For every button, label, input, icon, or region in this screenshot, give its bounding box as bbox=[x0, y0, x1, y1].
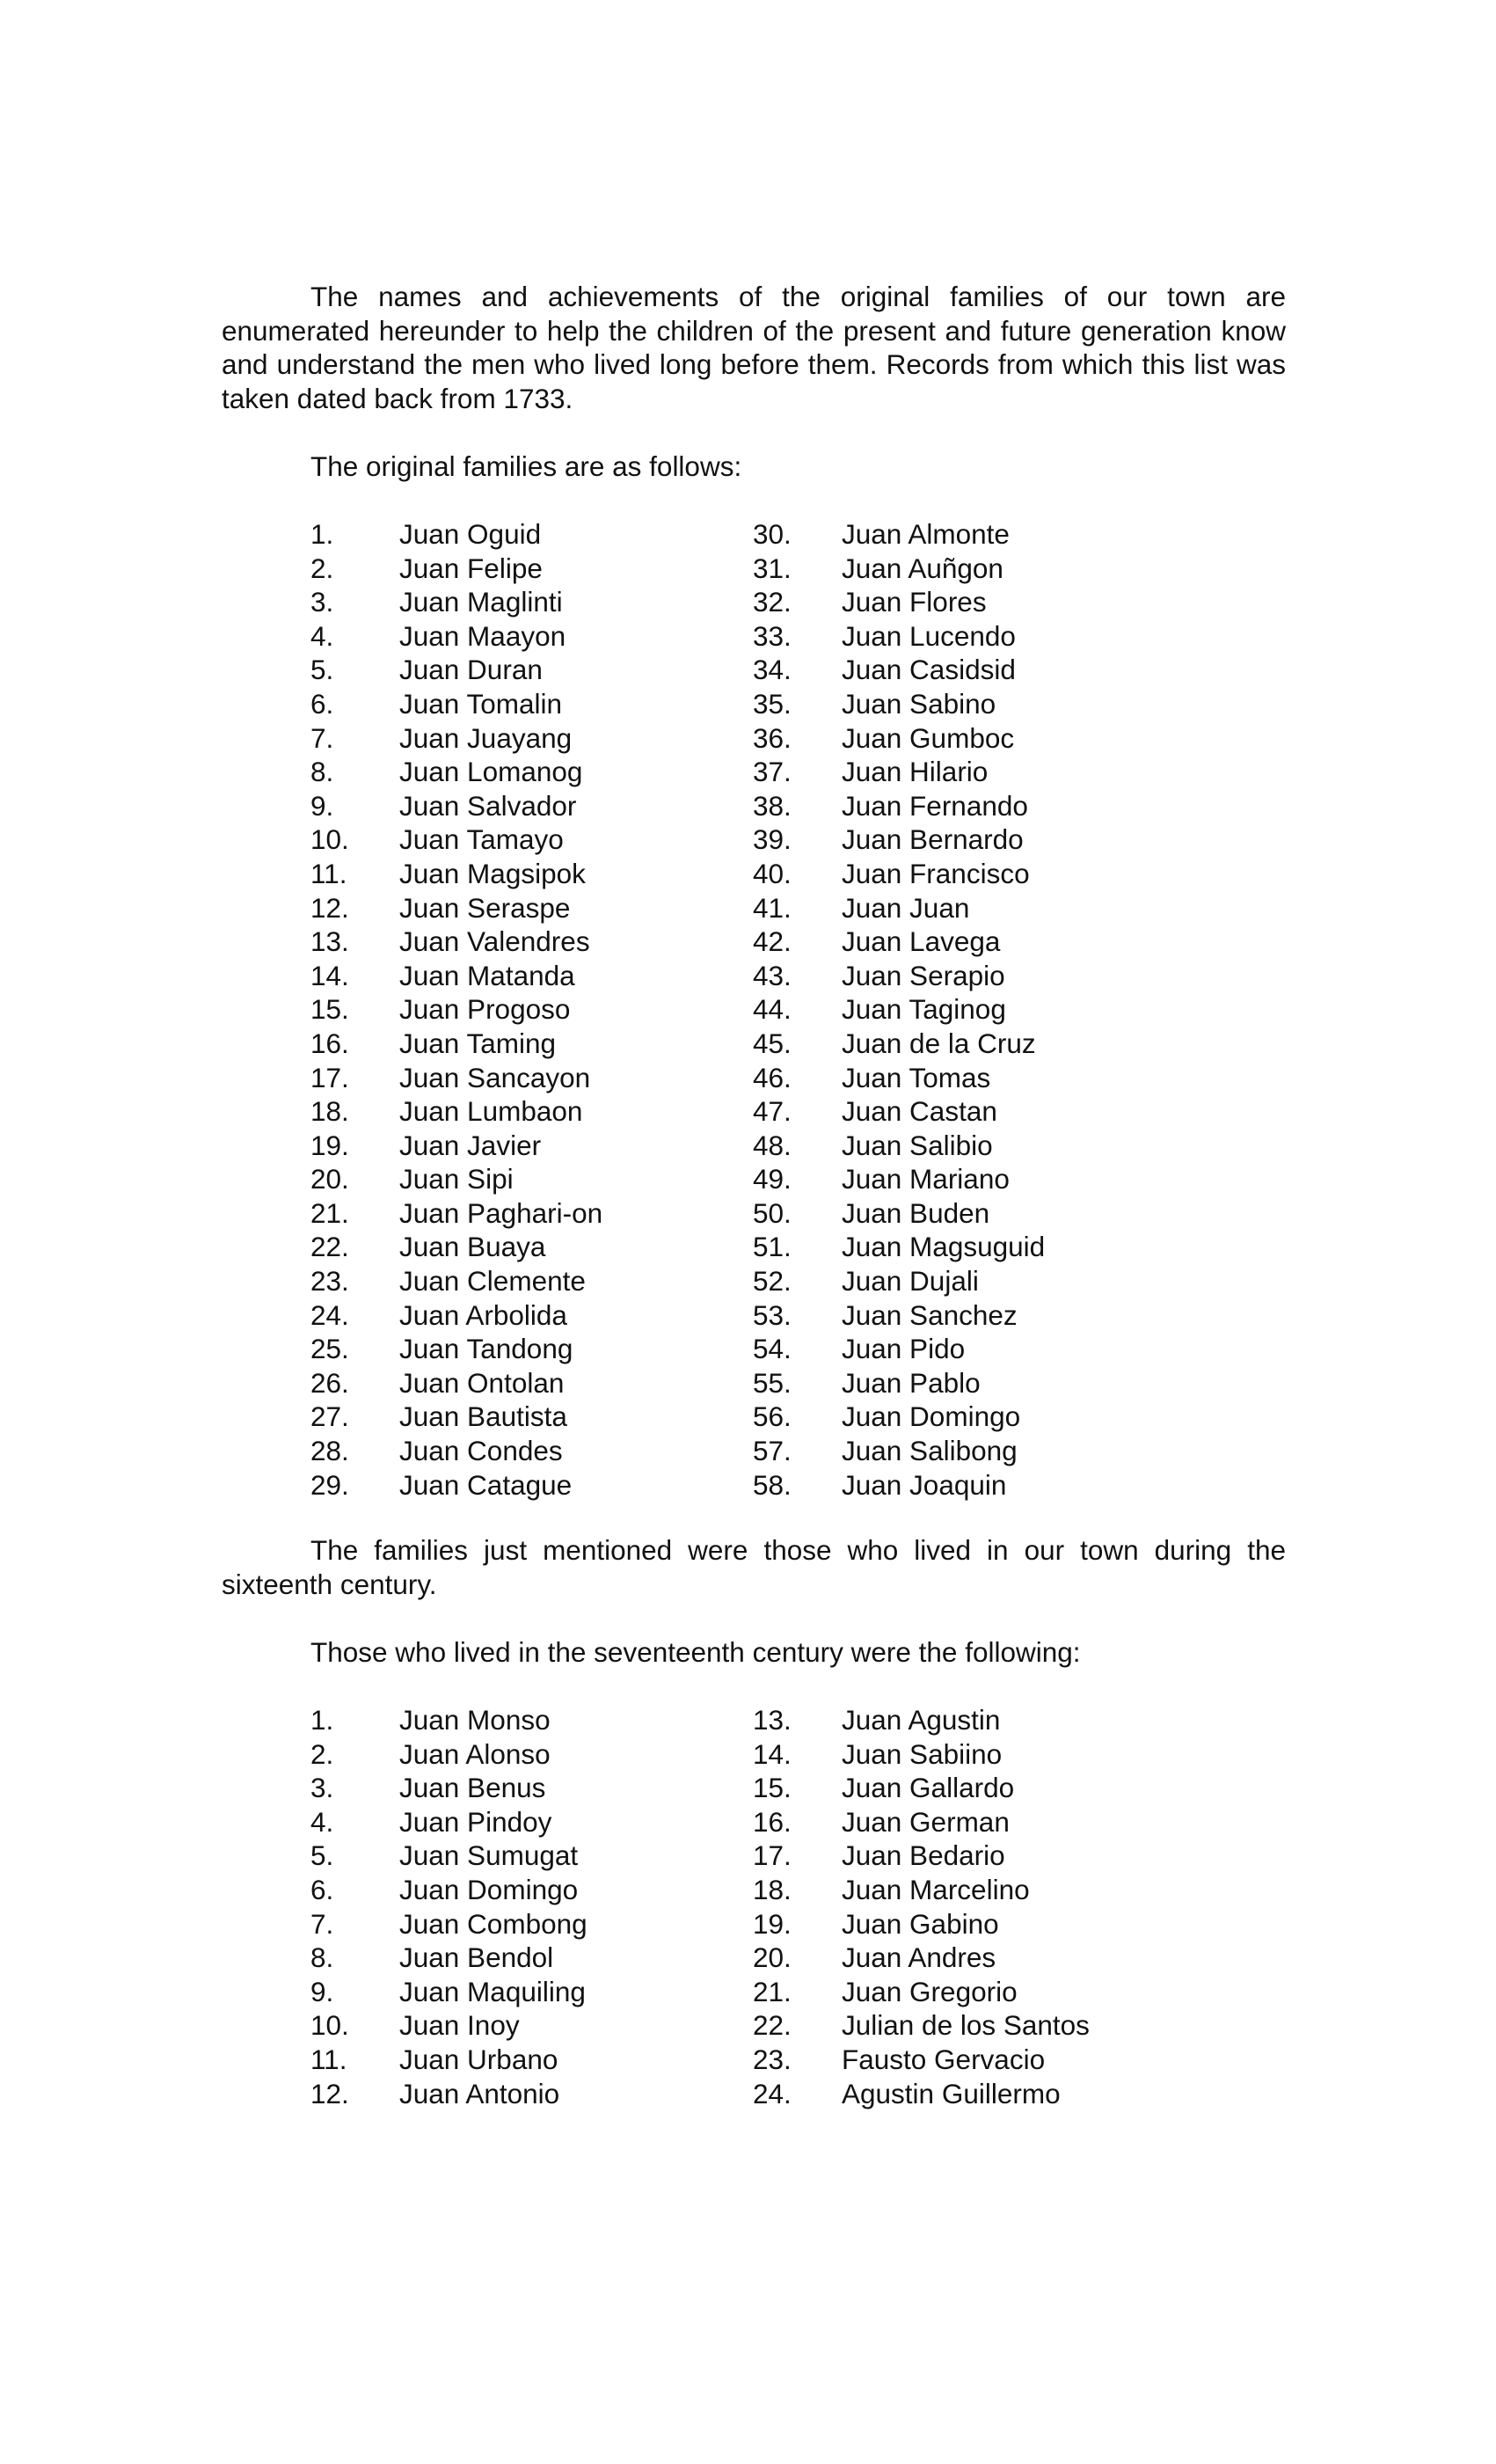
list-row bbox=[0, 1907, 1496, 1941]
list-item-number: 31. bbox=[753, 552, 792, 584]
list-row bbox=[0, 1298, 1496, 1333]
list-item-number: 58. bbox=[753, 1468, 792, 1501]
list-item-number: 48. bbox=[753, 1129, 792, 1161]
list-row bbox=[0, 687, 1496, 721]
list-item-name: Juan Progoso bbox=[399, 993, 571, 1026]
list-row bbox=[0, 1941, 1496, 1975]
list-item-name: Juan Gumboc bbox=[842, 721, 1015, 754]
list-item-number: 33. bbox=[753, 619, 792, 652]
list-item-name: Julian de los Santos bbox=[842, 2009, 1090, 2042]
sixteenth-century-paragraph: The families just mentioned were those who lived in our town during the sixteenth century. bbox=[222, 1534, 1286, 1600]
list-item-name: Juan Lucendo bbox=[842, 619, 1016, 652]
list-item-number: 2. bbox=[310, 552, 334, 584]
list-item-name: Juan Fernando bbox=[842, 789, 1028, 822]
list-item-name: Juan Bendol bbox=[399, 1941, 554, 1974]
list-item-number: 16. bbox=[310, 1027, 349, 1059]
list-item-number: 24. bbox=[753, 2077, 792, 2109]
list-item-name: Agustin Guillermo bbox=[842, 2077, 1061, 2109]
list-item-number: 53. bbox=[753, 1298, 792, 1331]
list-item-name: Juan Juayang bbox=[399, 721, 573, 754]
list-item-number: 19. bbox=[310, 1129, 349, 1161]
list-item-number: 16. bbox=[753, 1805, 792, 1838]
list-row bbox=[0, 517, 1496, 552]
list-row bbox=[0, 1366, 1496, 1400]
list-row bbox=[0, 1400, 1496, 1434]
list-row bbox=[0, 1839, 1496, 1873]
list-item-number: 51. bbox=[753, 1231, 792, 1263]
list-item-name: Juan Ontolan bbox=[399, 1366, 565, 1399]
list-item-number: 52. bbox=[753, 1265, 792, 1298]
list-item-name: Juan Maglinti bbox=[399, 586, 563, 618]
list-row bbox=[0, 823, 1496, 857]
list-item-name: Juan Lavega bbox=[842, 925, 1001, 958]
list-item-number: 18. bbox=[753, 1873, 792, 1905]
list-item-number: 1. bbox=[310, 518, 334, 550]
list-item-number: 28. bbox=[310, 1435, 349, 1467]
list-item-number: 3. bbox=[310, 1772, 334, 1804]
list-item-number: 56. bbox=[753, 1400, 792, 1433]
list-item-name: Juan Seraspe bbox=[399, 891, 571, 924]
list-item-name: Juan German bbox=[842, 1805, 1010, 1838]
list-item-number: 42. bbox=[753, 925, 792, 958]
list-item-name: Juan Combong bbox=[399, 1907, 587, 1940]
list-item-number: 19. bbox=[753, 1907, 792, 1940]
list-item-number: 23. bbox=[753, 2043, 792, 2075]
list-item-number: 13. bbox=[753, 1704, 792, 1736]
list-item-name: Juan Hilario bbox=[842, 756, 989, 788]
list-item-name: Juan Condes bbox=[399, 1435, 563, 1467]
list-row bbox=[0, 1196, 1496, 1231]
list-item-number: 41. bbox=[753, 891, 792, 924]
list-item-number: 18. bbox=[310, 1095, 349, 1128]
list-item-name: Juan Almonte bbox=[842, 518, 1010, 550]
list-item-name: Juan Magsuguid bbox=[842, 1231, 1046, 1263]
list-item-number: 9. bbox=[310, 789, 334, 822]
list-item-number: 12. bbox=[310, 2077, 349, 2109]
list-item-name: Juan Auñgon bbox=[842, 552, 1003, 584]
list-item-name: Juan Castan bbox=[842, 1095, 997, 1128]
list-item-number: 4. bbox=[310, 1805, 334, 1838]
list-item-name: Juan Taginog bbox=[842, 993, 1006, 1026]
list-item-name: Juan Salibong bbox=[842, 1435, 1018, 1467]
list-item-number: 8. bbox=[310, 1941, 334, 1974]
list-item-name: Juan Sanchez bbox=[842, 1298, 1018, 1331]
list-item-name: Juan Andres bbox=[842, 1941, 996, 1974]
list-item-name: Juan Casidsid bbox=[842, 654, 1016, 686]
list-row bbox=[0, 1703, 1496, 1737]
list-item-number: 39. bbox=[753, 823, 792, 856]
list-item-number: 47. bbox=[753, 1095, 792, 1128]
list-item-number: 45. bbox=[753, 1027, 792, 1059]
list-item-number: 35. bbox=[753, 687, 792, 720]
list-item-number: 12. bbox=[310, 891, 349, 924]
seventeenth-century-lead: Those who lived in the seventeenth century were the following: bbox=[310, 1636, 1081, 1668]
list-item-name: Juan Taming bbox=[399, 1027, 557, 1059]
list-item-name: Juan Oguid bbox=[399, 518, 542, 550]
list-item-name: Juan Urbano bbox=[399, 2043, 558, 2075]
list-item-name: Juan Lumbaon bbox=[399, 1095, 583, 1128]
list-item-number: 15. bbox=[310, 993, 349, 1026]
list-item-number: 1. bbox=[310, 1704, 334, 1736]
list-item-name: Juan Gallardo bbox=[842, 1772, 1015, 1804]
list-item-number: 11. bbox=[310, 857, 347, 889]
list-row bbox=[0, 1061, 1496, 1095]
list-item-number: 20. bbox=[310, 1163, 349, 1195]
list-item-number: 9. bbox=[310, 1975, 334, 2007]
list-row bbox=[0, 2043, 1496, 2077]
list-row bbox=[0, 1162, 1496, 1196]
list-row bbox=[0, 1468, 1496, 1503]
list-item-number: 54. bbox=[753, 1333, 792, 1365]
list-item-name: Juan Domingo bbox=[842, 1400, 1021, 1433]
list-item-name: Juan Agustin bbox=[842, 1704, 1001, 1736]
list-item-name: Juan Salvador bbox=[399, 789, 577, 822]
list-item-name: Juan Domingo bbox=[399, 1873, 579, 1905]
list-item-name: Juan Matanda bbox=[399, 959, 575, 991]
list-item-name: Juan Francisco bbox=[842, 857, 1030, 889]
list-row bbox=[0, 2008, 1496, 2043]
list-item-name: Juan Salibio bbox=[842, 1129, 993, 1161]
list-item-name: Juan Tamayo bbox=[399, 823, 564, 856]
list-item-number: 7. bbox=[310, 721, 334, 754]
list-item-name: Juan Benus bbox=[399, 1772, 546, 1804]
list-row bbox=[0, 1230, 1496, 1264]
list-row bbox=[0, 2077, 1496, 2111]
seventeenth-century-families-list bbox=[0, 1703, 1496, 2110]
list-item-name: Juan Tomas bbox=[842, 1061, 991, 1093]
list-item-name: Juan Felipe bbox=[399, 552, 543, 584]
list-item-number: 20. bbox=[753, 1941, 792, 1974]
list-item-name: Juan Gregorio bbox=[842, 1975, 1018, 2007]
list-item-name: Juan Flores bbox=[842, 586, 987, 618]
list-item-number: 17. bbox=[753, 1839, 792, 1872]
list-item-name: Juan Buden bbox=[842, 1196, 990, 1229]
list-item-number: 46. bbox=[753, 1061, 792, 1093]
list-row bbox=[0, 585, 1496, 619]
list-row bbox=[0, 1873, 1496, 1907]
list-item-name: Juan de la Cruz bbox=[842, 1027, 1036, 1059]
list-item-name: Juan Sumugat bbox=[399, 1839, 579, 1872]
list-item-name: Juan Mariano bbox=[842, 1163, 1010, 1195]
list-row bbox=[0, 1332, 1496, 1366]
list-item-name: Juan Bautista bbox=[399, 1400, 567, 1433]
list-item-number: 55. bbox=[753, 1366, 792, 1399]
list-item-number: 25. bbox=[310, 1333, 349, 1365]
list-item-number: 49. bbox=[753, 1163, 792, 1195]
list-item-name: Juan Alonso bbox=[399, 1737, 551, 1770]
list-item-name: Juan Serapio bbox=[842, 959, 1005, 991]
list-item-number: 23. bbox=[310, 1265, 349, 1298]
list-item-name: Juan Tomalin bbox=[399, 687, 563, 720]
list-item-name: Juan Javier bbox=[399, 1129, 542, 1161]
list-row bbox=[0, 925, 1496, 959]
list-row bbox=[0, 721, 1496, 756]
list-row bbox=[0, 1805, 1496, 1839]
list-item-number: 43. bbox=[753, 959, 792, 991]
list-row bbox=[0, 789, 1496, 823]
list-item-number: 44. bbox=[753, 993, 792, 1026]
list-item-number: 34. bbox=[753, 654, 792, 686]
list-row bbox=[0, 552, 1496, 586]
list-item-name: Juan Arbolida bbox=[399, 1298, 567, 1331]
list-item-number: 7. bbox=[310, 1907, 334, 1940]
list-item-number: 32. bbox=[753, 586, 792, 618]
list-item-number: 10. bbox=[310, 823, 349, 856]
list-item-name: Juan Pido bbox=[842, 1333, 966, 1365]
list-item-name: Juan Joaquin bbox=[842, 1468, 1007, 1501]
original-families-lead: The original families are as follows: bbox=[310, 450, 742, 482]
list-item-name: Fausto Gervacio bbox=[842, 2043, 1046, 2075]
list-item-name: Juan Monso bbox=[399, 1704, 551, 1736]
list-row bbox=[0, 1129, 1496, 1163]
list-item-name: Juan Lomanog bbox=[399, 756, 583, 788]
list-item-number: 27. bbox=[310, 1400, 349, 1433]
list-row bbox=[0, 992, 1496, 1027]
list-row bbox=[0, 1264, 1496, 1298]
intro-paragraph: The names and achievements of the original families of our town are enumerated hereunder to help the children of the present and future generation know and understand the men who lived long before them. Records from which this list was taken dated back from 1733. bbox=[222, 281, 1286, 414]
list-item-name: Juan Tandong bbox=[399, 1333, 573, 1365]
list-item-number: 40. bbox=[753, 857, 792, 889]
list-item-number: 24. bbox=[310, 1298, 349, 1331]
list-item-number: 26. bbox=[310, 1366, 349, 1399]
list-row bbox=[0, 619, 1496, 654]
list-item-number: 10. bbox=[310, 2009, 349, 2042]
list-item-number: 4. bbox=[310, 619, 334, 652]
list-item-number: 5. bbox=[310, 654, 334, 686]
list-row bbox=[0, 1771, 1496, 1805]
list-item-name: Juan Bedario bbox=[842, 1839, 1005, 1872]
list-item-name: Juan Bernardo bbox=[842, 823, 1024, 856]
list-item-name: Juan Paghari-on bbox=[399, 1196, 603, 1229]
list-item-number: 14. bbox=[753, 1737, 792, 1770]
list-item-number: 36. bbox=[753, 721, 792, 754]
list-item-number: 3. bbox=[310, 586, 334, 618]
list-item-name: Juan Magsipok bbox=[399, 857, 586, 889]
list-row bbox=[0, 755, 1496, 789]
list-item-number: 21. bbox=[753, 1975, 792, 2007]
list-row bbox=[0, 857, 1496, 891]
list-row bbox=[0, 653, 1496, 687]
list-item-number: 22. bbox=[753, 2009, 792, 2042]
list-item-number: 2. bbox=[310, 1737, 334, 1770]
list-item-number: 57. bbox=[753, 1435, 792, 1467]
list-row bbox=[0, 1027, 1496, 1061]
list-item-name: Juan Antonio bbox=[399, 2077, 560, 2109]
original-families-list bbox=[0, 517, 1496, 1502]
list-item-name: Juan Duran bbox=[399, 654, 543, 686]
list-item-name: Juan Clemente bbox=[399, 1265, 586, 1298]
list-item-name: Juan Catague bbox=[399, 1468, 573, 1501]
list-item-number: 17. bbox=[310, 1061, 349, 1093]
list-item-name: Juan Inoy bbox=[399, 2009, 520, 2042]
list-item-name: Juan Pindoy bbox=[399, 1805, 552, 1838]
list-item-number: 6. bbox=[310, 1873, 334, 1905]
list-item-number: 29. bbox=[310, 1468, 349, 1501]
list-item-number: 8. bbox=[310, 756, 334, 788]
list-item-number: 15. bbox=[753, 1772, 792, 1804]
list-item-name: Juan Sabiino bbox=[842, 1737, 1003, 1770]
list-row bbox=[0, 1434, 1496, 1468]
list-item-number: 14. bbox=[310, 959, 349, 991]
list-row bbox=[0, 1737, 1496, 1772]
list-row bbox=[0, 1975, 1496, 2009]
list-item-number: 22. bbox=[310, 1231, 349, 1263]
list-item-number: 37. bbox=[753, 756, 792, 788]
list-item-name: Juan Sipi bbox=[399, 1163, 514, 1195]
list-item-name: Juan Buaya bbox=[399, 1231, 546, 1263]
list-item-name: Juan Sancayon bbox=[399, 1061, 591, 1093]
list-item-name: Juan Sabino bbox=[842, 687, 996, 720]
list-row bbox=[0, 959, 1496, 993]
list-item-name: Juan Gabino bbox=[842, 1907, 999, 1940]
list-item-name: Juan Maquiling bbox=[399, 1975, 586, 2007]
list-item-number: 5. bbox=[310, 1839, 334, 1872]
list-item-name: Juan Juan bbox=[842, 891, 970, 924]
list-item-number: 11. bbox=[310, 2043, 347, 2075]
list-item-number: 21. bbox=[310, 1196, 349, 1229]
list-item-name: Juan Marcelino bbox=[842, 1873, 1030, 1905]
list-row bbox=[0, 1094, 1496, 1129]
list-row bbox=[0, 891, 1496, 925]
list-item-name: Juan Pablo bbox=[842, 1366, 981, 1399]
list-item-number: 13. bbox=[310, 925, 349, 958]
list-item-number: 6. bbox=[310, 687, 334, 720]
list-item-number: 38. bbox=[753, 789, 792, 822]
list-item-name: Juan Dujali bbox=[842, 1265, 979, 1298]
list-item-number: 30. bbox=[753, 518, 792, 550]
list-item-name: Juan Maayon bbox=[399, 619, 566, 652]
list-item-number: 50. bbox=[753, 1196, 792, 1229]
list-item-name: Juan Valendres bbox=[399, 925, 590, 958]
